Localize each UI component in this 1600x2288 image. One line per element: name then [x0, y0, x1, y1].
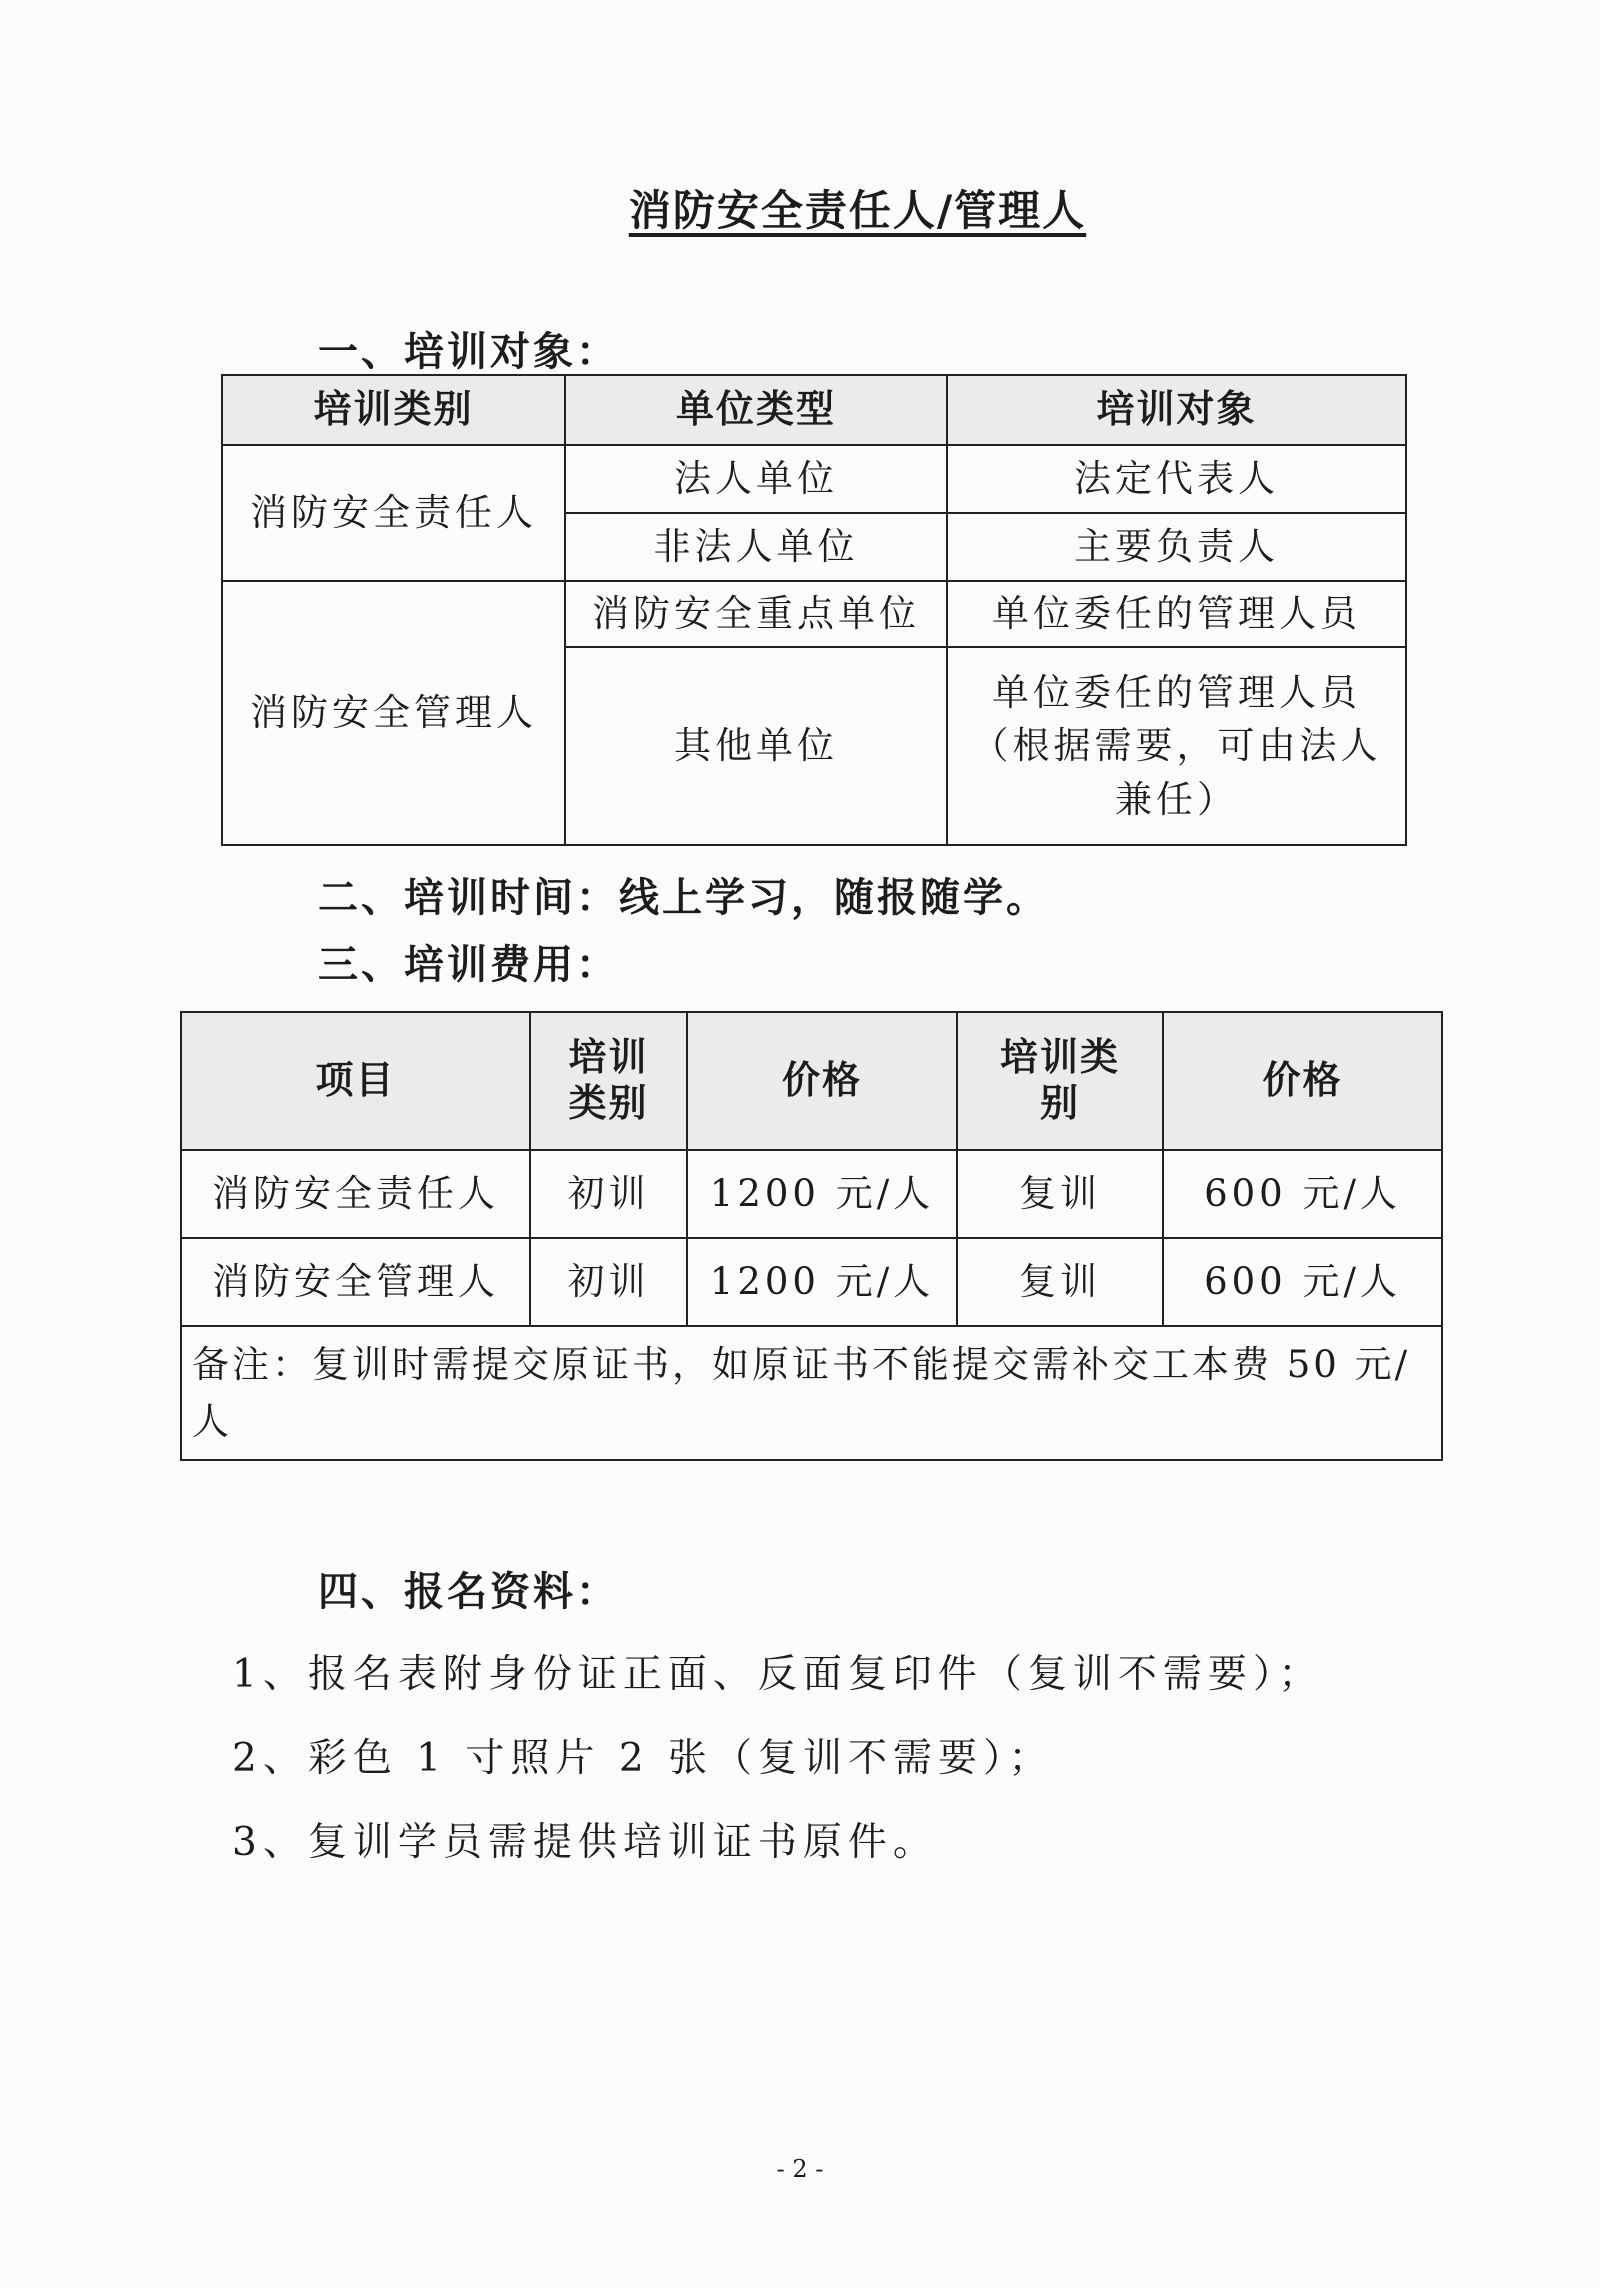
col-header: 培训类别 — [530, 1012, 687, 1150]
target-cell: 单位委任的管理人员（根据需要，可由法人兼任） — [947, 647, 1406, 845]
section1-heading: 一、培训对象： — [318, 329, 619, 375]
target-cell: 单位委任的管理人员 — [947, 581, 1406, 647]
col-header: 价格 — [687, 1012, 957, 1150]
fee-cell: 复训 — [957, 1150, 1163, 1238]
table-row — [222, 581, 1406, 647]
fee-cell: 初训 — [530, 1238, 687, 1326]
table-row — [181, 1150, 1442, 1238]
unit-cell: 其他单位 — [565, 647, 947, 845]
col-header: 单位类型 — [565, 375, 947, 445]
fee-cell: 复训 — [957, 1238, 1163, 1326]
page-number: - 2 - — [776, 2155, 824, 2183]
col-header: 项目 — [181, 1012, 530, 1150]
section4-heading: 四、报名资料： — [318, 1569, 619, 1615]
col-header: 培训类别 — [222, 375, 565, 445]
fee-cell: 600 元/人 — [1163, 1150, 1442, 1238]
unit-cell: 消防安全重点单位 — [565, 581, 947, 647]
table-row — [181, 1326, 1442, 1460]
table-row — [181, 1238, 1442, 1326]
section2-heading: 二、培训时间：线上学习，随报随学。 — [318, 875, 1049, 921]
fee-note: 备注：复训时需提交原证书，如原证书不能提交需补交工本费 50 元/人 — [181, 1326, 1442, 1460]
col-header: 培训类别 — [957, 1012, 1163, 1150]
training-target-table — [221, 374, 1407, 846]
target-cell: 主要负责人 — [947, 513, 1406, 581]
list-item: 3、复训学员需提供培训证书原件。 — [232, 1820, 938, 1865]
fee-cell: 消防安全管理人 — [181, 1238, 530, 1326]
document-title: 消防安全责任人/管理人 — [628, 186, 1087, 235]
unit-cell: 法人单位 — [565, 445, 947, 513]
fee-cell: 1200 元/人 — [687, 1150, 957, 1238]
target-cell: 法定代表人 — [947, 445, 1406, 513]
unit-cell: 非法人单位 — [565, 513, 947, 581]
fee-cell: 初训 — [530, 1150, 687, 1238]
category-cell: 消防安全管理人 — [222, 581, 565, 845]
fee-cell: 1200 元/人 — [687, 1238, 957, 1326]
category-cell: 消防安全责任人 — [222, 445, 565, 581]
list-item: 1、报名表附身份证正面、反面复印件（复训不需要）； — [232, 1652, 1324, 1697]
col-header: 培训对象 — [947, 375, 1406, 445]
list-item: 2、彩色 1 寸照片 2 张（复训不需要）； — [232, 1736, 1054, 1781]
fee-cell: 600 元/人 — [1163, 1238, 1442, 1326]
training-fee-table — [180, 1011, 1443, 1461]
section3-heading: 三、培训费用： — [318, 942, 619, 988]
col-header: 价格 — [1163, 1012, 1442, 1150]
table-header-row — [181, 1012, 1442, 1150]
fee-cell: 消防安全责任人 — [181, 1150, 530, 1238]
table-row — [222, 445, 1406, 513]
table-header-row — [222, 375, 1406, 445]
